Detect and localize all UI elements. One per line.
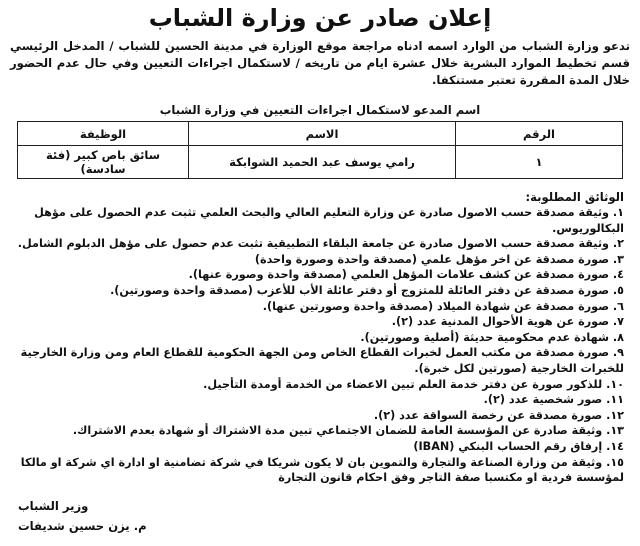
announcement-title: إعلان صادر عن وزارة الشباب [148,4,492,32]
list-item: ١٤. إرفاق رقم الحساب البنكي (IBAN) [413,439,624,453]
list-item: ١٥. وثيقة من وزارة الصناعة والتجارة والتموين بان لا يكون شريكا في شركة تضامنية او ادارة اي شركة او مالكا لمؤسسة فردية او مكتسبا صفة التاجر وفق احكام قانون التجارة [20,455,624,485]
list-item: ١٢. صورة مصدقة عن رخصة السواقة عدد (٢). [373,408,624,422]
header-number: الرقم [456,122,623,146]
list-item: ٢. وثيقة مصدقة حسب الاصول صادرة عن جامعة البلقاء التطبيقية تثبت عدم حصول على مؤهل الدبلوم الشامل. [17,237,624,251]
invitee-table [17,121,623,179]
documents-list [6,205,634,486]
row-number: ١ [456,146,623,179]
row-job: سائق باص كبير (فئة سادسة) [18,146,189,179]
header-job: الوظيفة [18,122,189,146]
list-item: ٨. شهادة عدم محكومية حديثة (أصلية وصورتين). [360,330,624,344]
list-item: ٦. صورة مصدقة عن شهادة الميلاد (مصدقة واحدة وصورتين عنها). [262,299,624,313]
list-item: ٩. صورة مصدقة من مكتب العمل لخبرات القطاع الخاص ومن الجهة الحكومية للقطاع العام ومن وزارة الخارجية للخبرات الخارجية (صورتين لكل خبرة). [20,346,624,375]
header-name: الاسم [189,122,456,146]
list-item: ٥. صورة مصدقة عن دفتر العائلة للمتزوج أو دفتر عائلة الأب للأعزب (مصدقة واحدة وصورتين). [110,283,624,297]
signature-name: م. يزن حسين شديفات [18,519,147,533]
signature-role: وزير الشباب [18,499,89,513]
list-item: ١٠. للذكور صورة عن دفتر خدمة العلم تبين الاعضاء من الخدمة أومدة التأجيل. [203,377,624,391]
list-item: ١١. صور شخصية عدد (٢). [483,393,624,407]
list-item: ٧. صورة عن هوية الأحوال المدنية عدد (٢). [391,315,624,329]
signature-block [18,496,218,536]
documents-heading: الوثائق المطلوبة: [525,190,624,204]
list-item: ٤. صورة مصدقة عن كشف علامات المؤهل العلمي (مصدقة واحدة وصورة عنها). [188,268,624,282]
list-item: ٣. صورة مصدقة عن اخر مؤهل علمي (مصدقة واحدة وصورة واحدة) [254,252,624,266]
list-item: ١٣. وثيقة صادرة عن المؤسسة العامة للضمان الاجتماعي تبين مدة الاشتراك أو شهادة بعدم الاشتراك. [72,424,624,438]
table-row [18,146,623,179]
table-caption: اسم المدعو لاستكمال اجراءات التعيين في وزارة الشباب [159,103,481,117]
list-item: ١. وثيقة مصدقة حسب الاصول صادرة عن وزارة التعليم العالي والبحث العلمي تثبت عدم الحصول على مؤهل البكالوريوس. [34,206,624,235]
announcement-intro: تدعو وزارة الشباب من الوارد اسمه ادناه مراجعة موقع الوزارة في مدينة الحسين للشباب / المدخل الرئيسي قسم تخطيط الموارد البشرية خلال عشرة ايام من تاريخه / لاستكمال اجراءات التعيين وفي حال عدم الحضور خلال المدة المقررة تعتبر مستنكفا. [10,39,630,87]
table-header-row [18,122,623,146]
row-name: رامي يوسف عبد الحميد الشوابكة [189,146,456,179]
